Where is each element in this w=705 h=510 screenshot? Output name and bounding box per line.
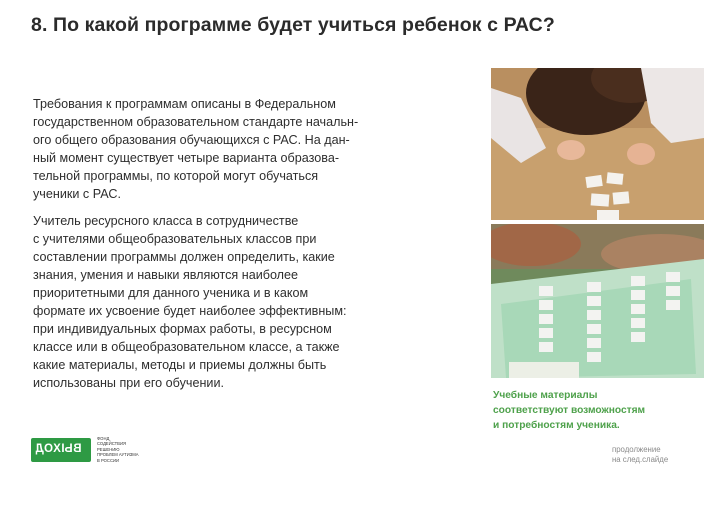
text-line: использованы при его обучении.: [33, 376, 224, 390]
text-line: при индивидуальных формах работы, в ресурсном: [33, 322, 332, 336]
logo-fund-line: ПРОБЛЕМ АУТИЗМА: [97, 452, 139, 458]
caption-line: и потребностям ученика.: [493, 420, 620, 431]
logo-fund-line: СОДЕЙСТВИЯ: [97, 441, 127, 447]
caption-line: Учебные материалы: [493, 390, 598, 401]
text-line: формате их усвоение будет наиболее эффективным:: [33, 304, 347, 318]
logo-mark: [31, 438, 91, 462]
text-line: государственном образовательном стандарте начальн-: [33, 115, 359, 129]
continued-next-slide-note: [612, 445, 668, 465]
text-line: ученики с РАС.: [33, 187, 121, 201]
photo-letter-cards-on-table: [491, 224, 704, 378]
text-line: с учителями общеобразовательных классов при: [33, 232, 317, 246]
logo-fund-line: В РОССИИ: [97, 457, 119, 463]
text-line: Учитель ресурсного класса в сотрудничестве: [33, 214, 299, 228]
logo-fund-line: ФОНД: [97, 436, 110, 441]
logo-word: ВЫХОД: [35, 443, 82, 455]
photo-child-illustration: [491, 68, 704, 220]
text-line: тельной программы, по которой могут обучаться: [33, 169, 319, 183]
paragraph-program-requirements: [33, 95, 445, 203]
text-line: ого общего образования обучающихся с РАС. На дан-: [33, 133, 350, 147]
text-line: классе или в общеобразовательном классе, а также: [33, 340, 340, 354]
text-line: знания, умения и навыки являются наиболее: [33, 268, 299, 282]
text-line: какие материалы, методы и приемы должны быть: [33, 358, 327, 372]
photo-cards-illustration: [491, 224, 704, 378]
vykhod-fund-logo: [31, 435, 191, 465]
note-line: на след.слайде: [612, 455, 669, 464]
photo-child-with-letter-cards: [491, 68, 704, 220]
photo-caption: [493, 388, 693, 433]
paragraph-teacher-collaboration: [33, 212, 445, 392]
text-line: Требования к программам описаны в Федеральном: [33, 97, 336, 111]
text-line: ный момент существует четыре варианта образова-: [33, 151, 340, 165]
slide-title: 8. По какой программе будет учиться ребенок с РАС?: [31, 14, 555, 36]
logo-fund-name: [97, 436, 139, 463]
text-line: составлении программы должен определить, какие: [33, 250, 335, 264]
caption-line: соответствуют возможностям: [493, 405, 646, 416]
text-line: приоритетными для данного ученика и в каком: [33, 286, 309, 300]
logo-fund-line: РЕШЕНИЮ: [97, 446, 120, 452]
note-line: продолжение: [612, 445, 661, 454]
